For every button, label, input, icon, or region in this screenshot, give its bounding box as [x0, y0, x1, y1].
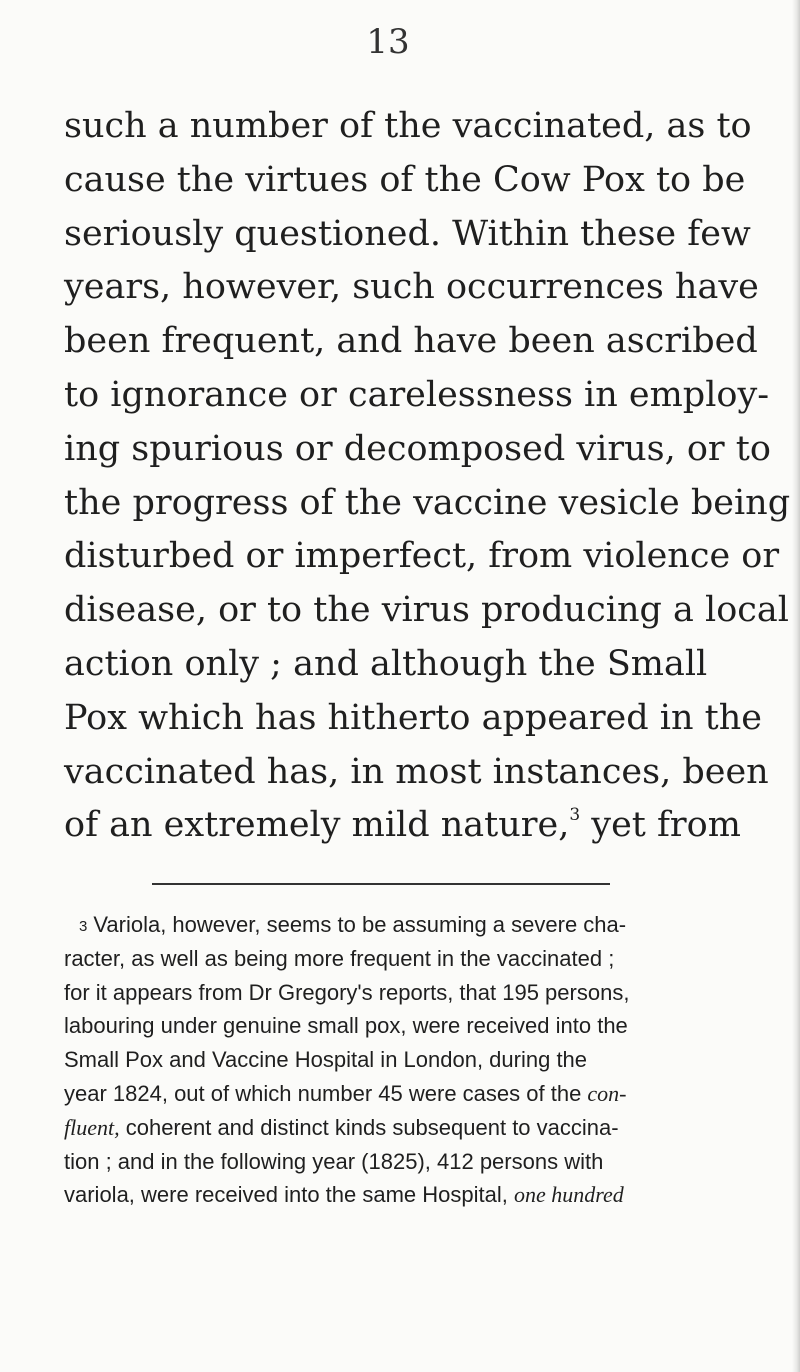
body-line: Pox which has hitherto appeared in the: [64, 697, 762, 738]
body-line: vaccinated has, in most instances, been: [64, 751, 769, 792]
footnote-line: [64, 1178, 764, 1212]
body-line: seriously questioned. Within these few: [64, 213, 751, 254]
body-line: to ignorance or carelessness in employ-: [64, 374, 770, 415]
body-line: disturbed or imperfect, from violence or: [64, 536, 780, 577]
footnote-italic-text: fluent,: [64, 1114, 120, 1140]
footnote-line: for it appears from Dr Gregory's reports, that 195 persons,: [64, 979, 630, 1005]
footnote-italic-text: con-: [587, 1080, 627, 1106]
page-number: 13: [366, 22, 410, 62]
body-line: action only ; and although the Small: [64, 643, 708, 684]
footnote-line: Small Pox and Vaccine Hospital in London, during the: [64, 1047, 588, 1073]
body-text: [64, 100, 791, 853]
footnote-text: coherent and distinct kinds subsequent to vaccina-: [119, 1114, 619, 1140]
footnote-italic-text: one hundred: [514, 1182, 624, 1208]
body-text-segment: of an extremely mild nature,: [64, 805, 570, 846]
body-line: ing spurious or decomposed virus, or to: [64, 428, 771, 469]
body-line: years, however, such occurrences have: [64, 267, 759, 308]
footnote: [64, 908, 764, 1212]
page-edge-shadow: [792, 0, 800, 1372]
footnote-marker: 3: [79, 918, 88, 935]
footnote-line: labouring under genuine small pox, were received into the: [64, 1013, 628, 1039]
footnote-line: racter, as well as being more frequent in the vaccinated ;: [64, 945, 615, 971]
footnote-text: Variola, however, seems to be assuming a severe cha-: [93, 912, 627, 937]
body-line: the progress of the vaccine vesicle being: [64, 482, 791, 523]
footnote-text: year 1824, out of which number 45 were cases of the: [64, 1080, 588, 1106]
footnote-separator-rule: [152, 883, 610, 885]
footnote-line: [64, 908, 764, 942]
footnote-line: [64, 1077, 764, 1111]
footnote-line: [64, 1111, 764, 1145]
body-line-last: [64, 799, 764, 853]
body-text-segment: yet from: [580, 805, 741, 846]
footnote-reference[interactable]: 3: [569, 805, 581, 826]
footnote-line: tion ; and in the following year (1825), 412 persons with: [64, 1148, 604, 1174]
body-line: such a number of the vaccinated, as to: [64, 106, 752, 146]
body-line: cause the virtues of the Cow Pox to be: [64, 159, 746, 200]
body-line: disease, or to the virus producing a local: [64, 590, 789, 631]
body-line: been frequent, and have been ascribed: [64, 321, 758, 362]
footnote-text: variola, were received into the same Hospital,: [64, 1182, 514, 1208]
